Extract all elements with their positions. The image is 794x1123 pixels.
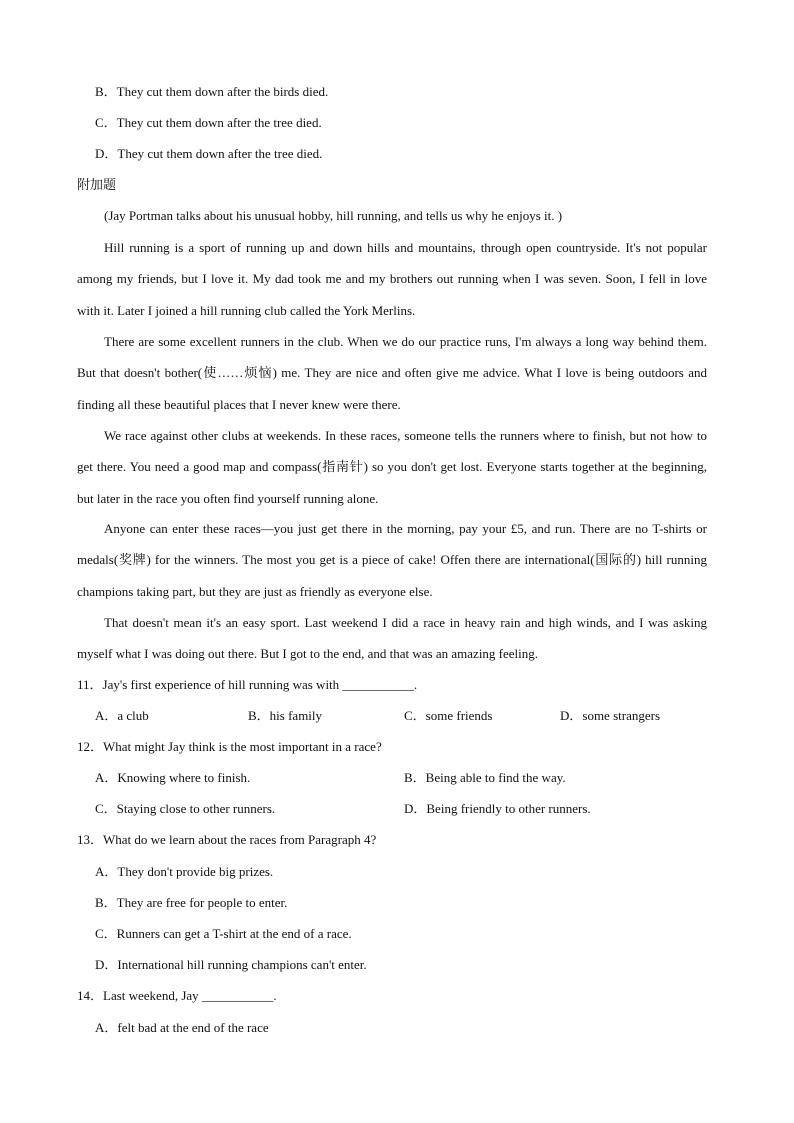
question-11-option-a[interactable]: A．a club <box>95 708 149 723</box>
question-11-option-d[interactable]: D．some strangers <box>560 708 661 723</box>
question-13-stem: 13．What do we learn about the races from Paragraph 4? <box>77 832 377 847</box>
question-13-option-c[interactable]: C．Runners can get a T-shirt at the end of a race. <box>95 926 352 941</box>
passage-paragraph-4: Anyone can enter these races—you just get there in the morning, pay your £5, and run. There are no T-shirts or medals(奖牌) for the winners. The most you get is a piece of cake! Offen there are international(国际的) hill running champions taking part, but they are just as friendly as everyone else. <box>77 521 707 599</box>
question-12-stem: 12．What might Jay think is the most important in a race? <box>77 739 382 754</box>
question-13-option-a[interactable]: A．They don't provide big prizes. <box>95 864 274 879</box>
section-title: 附加题 <box>77 177 117 192</box>
question-12-option-c[interactable]: C．Staying close to other runners. <box>95 801 276 816</box>
passage-intro: (Jay Portman talks about his unusual hobby, hill running, and tells us why he enjoys it. ) <box>104 208 563 223</box>
passage-paragraph-2: There are some excellent runners in the club. When we do our practice runs, I'm always a long way behind them. But that doesn't bother(使……烦恼) me. They are nice and often give me advice. What I love is being outdoors and finding all these beautiful places that I never knew were there. <box>77 334 707 412</box>
question-13-option-b[interactable]: B．They are free for people to enter. <box>95 895 288 910</box>
prev-option-b: B．They cut them down after the birds died. <box>95 84 329 99</box>
question-12-option-b[interactable]: B．Being able to find the way. <box>404 770 566 785</box>
question-14-stem: 14．Last weekend, Jay ___________. <box>77 988 277 1003</box>
question-12-option-a[interactable]: A．Knowing where to finish. <box>95 770 251 785</box>
question-11-stem: 11．Jay's first experience of hill running was with ___________. <box>77 677 418 692</box>
prev-option-c: C．They cut them down after the tree died. <box>95 115 322 130</box>
prev-option-d: D．They cut them down after the tree died. <box>95 146 323 161</box>
passage-paragraph-1: Hill running is a sport of running up and down hills and mountains, through open countryside. It's not popular among my friends, but I love it. My dad took me and my brothers out running when I was seven. Soon, I fell in love with it. Later I joined a hill running club called the York Merlins. <box>77 240 707 318</box>
passage-paragraph-3: We race against other clubs at weekends. In these races, someone tells the runners where to finish, but not how to get there. You need a good map and compass(指南针) so you don't get lost. Everyone starts together at the beginning, but later in the race you often find yourself running alone. <box>77 428 707 506</box>
question-11-option-c[interactable]: C．some friends <box>404 708 493 723</box>
question-11-option-b[interactable]: B．his family <box>248 708 323 723</box>
question-12-option-d[interactable]: D．Being friendly to other runners. <box>404 801 591 816</box>
question-14-option-a[interactable]: A．felt bad at the end of the race <box>95 1020 269 1035</box>
question-13-option-d[interactable]: D．International hill running champions can't enter. <box>95 957 367 972</box>
passage-paragraph-5: That doesn't mean it's an easy sport. Last weekend I did a race in heavy rain and high winds, and I was asking myself what I was doing out there. But I got to the end, and that was an amazing feeling. <box>77 615 707 662</box>
